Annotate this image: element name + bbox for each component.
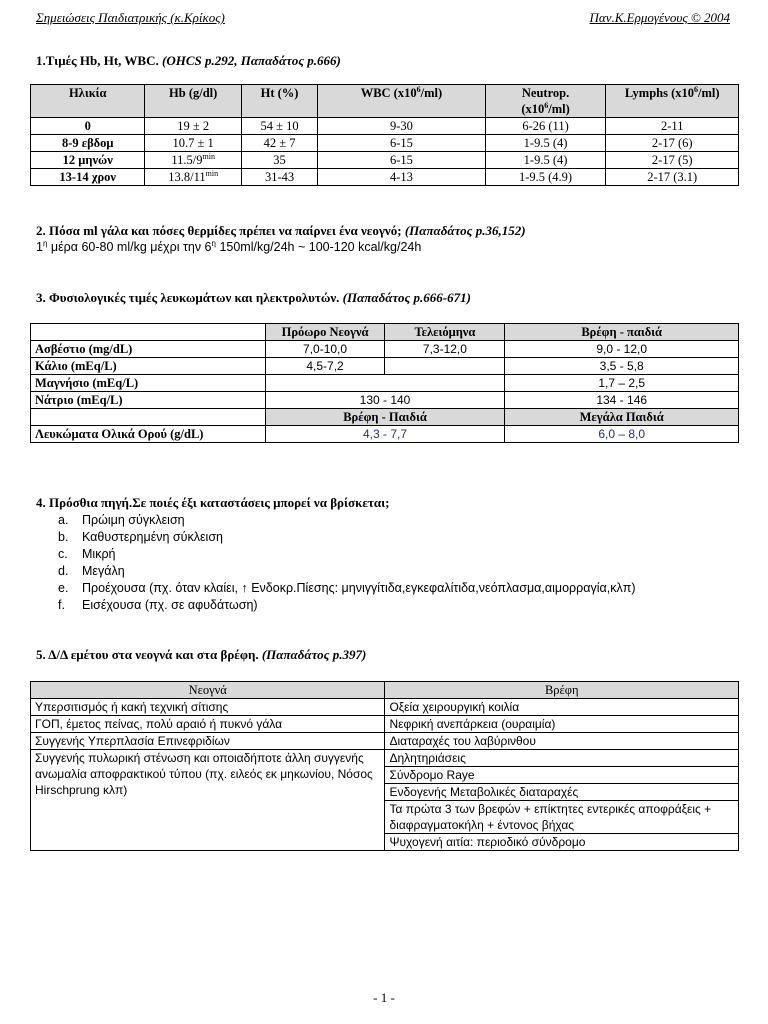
table-row: Λευκώματα Ολικά Ορού (g/dL) 4,3 - 7,7 6,0 – 8,0 <box>31 426 739 443</box>
table-row: ΓΟΠ, έμετος πείνας, πολύ αραιό ή πυκνό γάλα Νεφρική ανεπάρκεια (ουραιμία) <box>31 716 739 733</box>
table-header-row <box>31 409 739 426</box>
cell-wbc: 9-30 <box>318 118 485 135</box>
list-item: f. Εισέχουσα (πχ. σε αφυδάτωση) <box>58 598 258 612</box>
table-row <box>31 152 739 169</box>
col-header-term: Τελειόμηνα <box>385 324 505 341</box>
cell-neutrop: 1-9.5 (4) <box>485 135 606 152</box>
row-label: Μαγνήσιο (mEq/L) <box>31 375 266 392</box>
col-header-hb: Hb (g/dl) <box>145 85 241 118</box>
cell-age: 0 <box>31 118 145 135</box>
cell-wbc: 6-15 <box>318 135 485 152</box>
col-header-infants-children: Βρέφη - Παιδιά <box>265 409 505 426</box>
cell-hb: 10.7 ± 1 <box>145 135 241 152</box>
col-header-older-children: Μεγάλα Παιδιά <box>505 409 739 426</box>
cell-wbc: 6-15 <box>318 152 485 169</box>
table-row: Μαγνήσιο (mEq/L) 1,7 – 2,5 <box>31 375 739 392</box>
cell-lymphs: 2-11 <box>606 118 739 135</box>
cell-age: 12 μηνών <box>31 152 145 169</box>
cell-neutrop: 1-9.5 (4.9) <box>485 169 606 186</box>
section1-title: 1.Τιμές Hb, Ht, WBC. (OHCS p.292, Παπαδάτος p.666) <box>36 53 341 68</box>
cell-hb: 19 ± 2 <box>145 118 241 135</box>
col-header-neutrop: Neutrop. $(x10^6/ml)$ <box>485 85 606 118</box>
header-right: Παν.Κ.Ερμογένους © 2004 <box>589 10 730 25</box>
cell-ht: 54 ± 10 <box>241 118 317 135</box>
table-row <box>31 118 739 135</box>
cell-lymphs: 2-17 (6) <box>606 135 739 152</box>
list-item: b. Καθυστερημένη σύκλειση <box>58 530 224 544</box>
cell-wbc: 4-13 <box>318 169 485 186</box>
col-header-infants: Βρέφη - παιδιά <box>505 324 739 341</box>
cell-ht: 31-43 <box>241 169 317 186</box>
table-row: Ασβέστιο (mg/dL) 7,0-10,0 7,3-12,0 9,0 - 12,0 <box>31 341 739 358</box>
table-row: Σύνδρομο Raye <box>31 767 739 784</box>
header-left: Σημειώσεις Παιδιατρικής (κ.Κρίκος) <box>36 10 225 25</box>
section5-title: 5. Δ/Δ εμέτου στα νεογνά και στα βρέφη. (Παπαδάτος p.397) <box>36 647 367 662</box>
cell-hb: $11.5/9^{min}$ <box>145 152 241 169</box>
col-header-age: Ηλικία <box>31 85 145 118</box>
table-header-row <box>31 85 739 118</box>
table-row: Συγγενής Υπερπλασία Επινεφριδίων Διαταραχές του λαβύρινθου <box>31 733 739 750</box>
table-header-row <box>31 324 739 341</box>
cell-age: 13-14 χρον <box>31 169 145 186</box>
col-header-lymphs: Lymphs $(x10^6/ml)$ <box>606 85 739 118</box>
table-row: Νάτριο (mEq/L) 130 - 140 134 - 146 <box>31 392 739 409</box>
section3-title: 3. Φυσιολογικές τιμές λευκωμάτων και ηλεκτρολυτών. (Παπαδάτος p.666-671) <box>36 290 471 305</box>
table-electrolytes <box>30 323 739 443</box>
col-header-wbc: WBC $(x10^6/ml)$ <box>318 85 485 118</box>
section2-title: 2. Πόσα ml γάλα και πόσες θερμίδες πρέπει να παίρνει ένα νεογνό; (Παπαδάτος p.36,152) <box>36 223 526 238</box>
row-label: Νάτριο (mEq/L) <box>31 392 266 409</box>
list-item: d. Μεγάλη <box>58 564 125 578</box>
table-row <box>31 135 739 152</box>
table-row: Ενδογενής Μεταβολικές διαταραχές <box>31 784 739 801</box>
cell-neutrop: 1-9.5 (4) <box>485 152 606 169</box>
list-item: e. Προέχουσα (πχ. όταν κλαίει, ↑ Ενδοκρ.Πίεσης: μηνιγγίτιδα,εγκεφαλίτιδα,νεόπλασμα,αιμορραγία,κλπ) <box>58 581 636 595</box>
table-row: Κάλιο (mEq/L) 4,5-7,2 3,5 - 5,8 <box>31 358 739 375</box>
section2-text: $1^\eta$ μέρα 60-80 ml/kg μέχρι την $6^\eta$ 150ml/kg/24h ~ 100-120 kcal/kg/24h <box>36 238 422 254</box>
table-row: Ψυχογενή αιτία: περιοδικό σύνδρομο <box>31 834 739 851</box>
col-header-neonates: Νεογνά <box>31 682 385 699</box>
table-row <box>31 169 739 186</box>
table-vomiting <box>30 681 739 851</box>
cell-lymphs: 2-17 (5) <box>606 152 739 169</box>
cell-hb: $13.8/11^{min}$ <box>145 169 241 186</box>
list-item: c. Μικρή <box>58 547 116 561</box>
row-label: Ασβέστιο (mg/dL) <box>31 341 266 358</box>
row-label: Λευκώματα Ολικά Ορού (g/dL) <box>31 426 266 443</box>
table-row: Υπερσιτισμός ή κακή τεχνική σίτισης Οξεία χειρουργική κοιλία <box>31 699 739 716</box>
section4-title: 4. Πρόσθια πηγή.Σε ποιές έξι καταστάσεις μπορεί να βρίσκεται; <box>36 495 390 510</box>
page-number: - 1 - <box>373 990 395 1005</box>
table-row: Συγγενής πυλωρική στένωση και οποιαδήποτε άλλη συγγενής ανωμαλία αποφρακτικού τύπου (πχ. ειλεός εκ μηκωνίου, Νόσος Hirschprung κλπ) Δηλητηριάσεις <box>31 750 739 767</box>
fontanelle-list <box>58 512 636 614</box>
col-header-infants: Βρέφη <box>385 682 739 699</box>
row-label: Κάλιο (mEq/L) <box>31 358 266 375</box>
cell-ht: 42 ± 7 <box>241 135 317 152</box>
col-header-ht: Ht (%) <box>241 85 317 118</box>
col-header-premature: Πρόωρο Νεογνά <box>265 324 385 341</box>
cell-lymphs: 2-17 (3.1) <box>606 169 739 186</box>
table-header-row <box>31 682 739 699</box>
table-row: Τα πρώτα 3 των βρεφών + επίκτητες εντερικές αποφράξεις + διαφραγματοκήλη + έντονος βήχας <box>31 801 739 834</box>
cell-neutrop: 6-26 (11) <box>485 118 606 135</box>
table-blood-values <box>30 84 739 186</box>
list-item: a. Πρώιμη σύγκλειση <box>58 513 185 527</box>
cell-ht: 35 <box>241 152 317 169</box>
cell-age: 8-9 εβδομ <box>31 135 145 152</box>
